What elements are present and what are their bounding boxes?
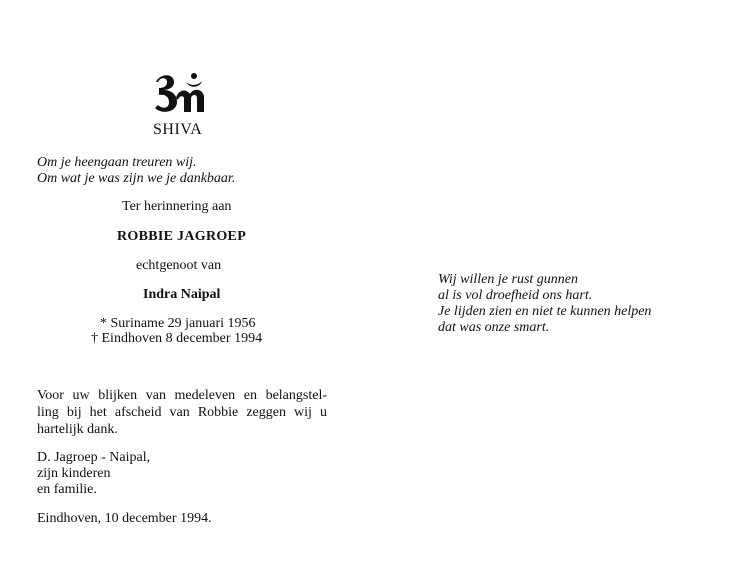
verse-line: Om je heengaan treuren wij. <box>37 155 197 170</box>
deceased-name: ROBBIE JAGROEP <box>117 229 247 244</box>
life-dates <box>91 316 262 346</box>
family-signature <box>37 450 150 498</box>
signature-line: en familie. <box>37 482 97 497</box>
closing-verse <box>438 272 651 336</box>
card-right-panel <box>365 0 735 577</box>
relation-label: echtgenoot van <box>136 258 222 273</box>
om-icon <box>150 68 212 116</box>
thanks-line: Voor uw blijken van medeleven en belangstel- <box>37 388 327 403</box>
thanks-line: hartelijk dank. <box>37 422 118 437</box>
thanks-message <box>37 387 327 438</box>
verse-line: dat was onze smart. <box>438 320 550 335</box>
signature-line: zijn kinderen <box>37 466 111 481</box>
shiva-label: SHIVA <box>153 121 203 138</box>
verse-line: Wij willen je rust gunnen <box>438 272 578 287</box>
verse-line: al is vol droefheid ons hart. <box>438 288 593 303</box>
card-left-panel <box>0 0 365 577</box>
signature-line: D. Jagroep - Naipal, <box>37 450 151 465</box>
spouse-name: Indra Naipal <box>143 287 221 302</box>
memorial-intro: Ter herinnering aan <box>122 199 232 214</box>
birth-date: * Suriname 29 januari 1956 <box>100 316 256 331</box>
verse-line: Je lijden zien en niet te kunnen helpen <box>438 304 652 319</box>
death-date: † Eindhoven 8 december 1994 <box>91 331 263 346</box>
place-date: Eindhoven, 10 december 1994. <box>37 511 212 526</box>
opening-verse <box>37 155 235 187</box>
verse-line: Om wat je was zijn we je dankbaar. <box>37 171 236 186</box>
thanks-line: ling bij het afscheid van Robbie zeggen wij u <box>37 405 327 420</box>
